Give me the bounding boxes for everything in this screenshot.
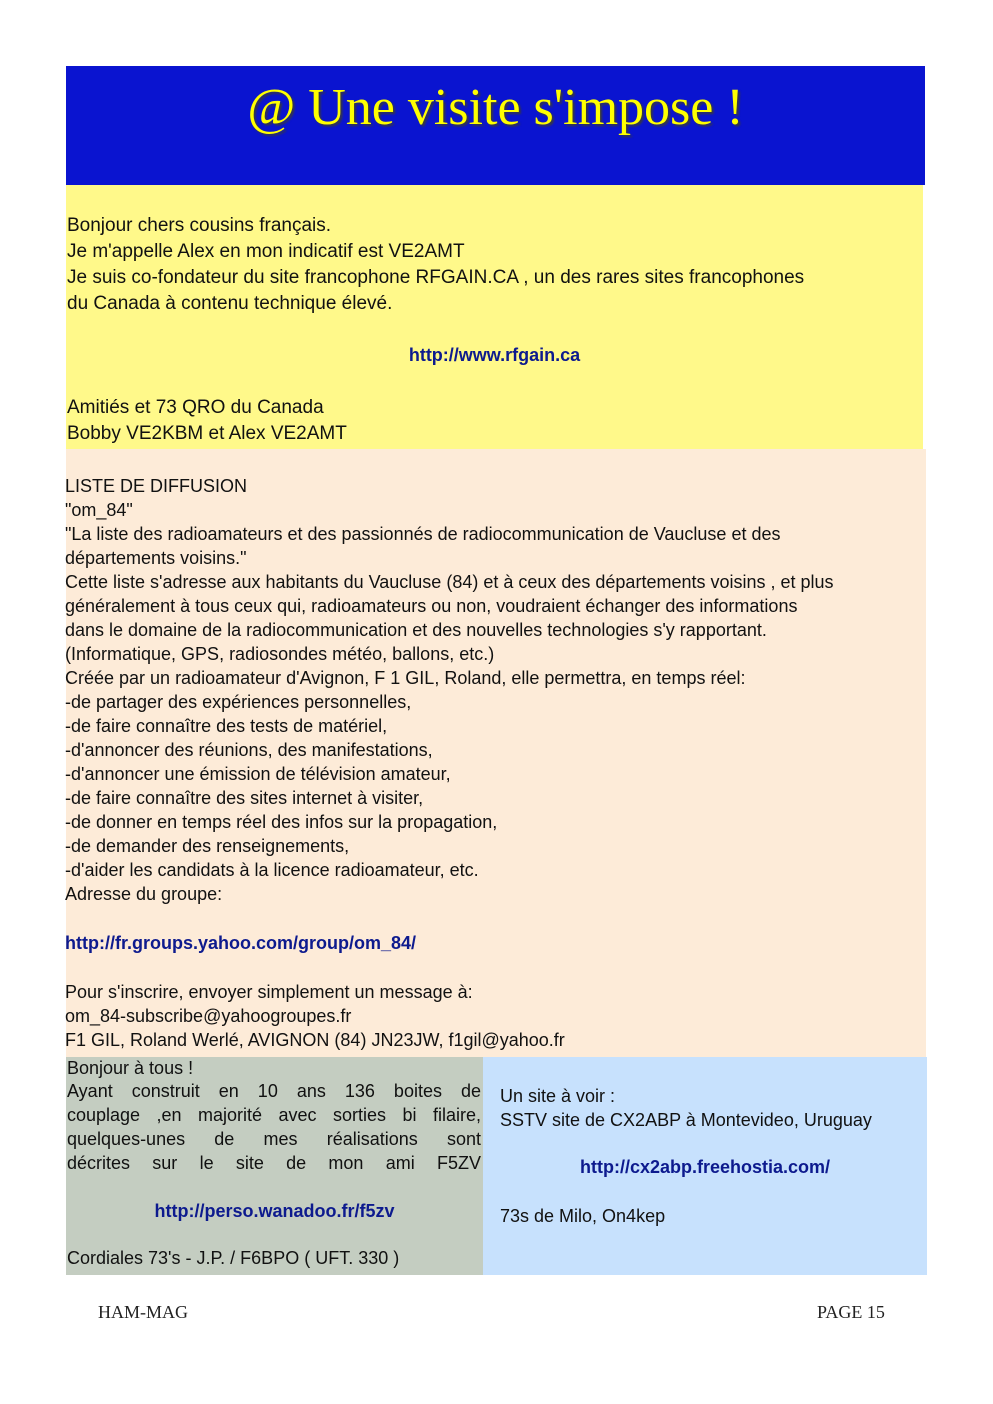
footer-page-number: PAGE 15	[817, 1302, 885, 1322]
mailing-list-line: -d'annoncer une émission de télévision amateur,	[65, 764, 451, 784]
yahoo-group-link[interactable]: http://fr.groups.yahoo.com/group/om_84/	[65, 933, 417, 953]
mailing-list-line: -de faire connaître des sites internet à visiter,	[65, 788, 424, 808]
mailing-list-line: -d'aider les candidats à la licence radioamateur, etc.	[65, 860, 479, 880]
contact-line: F1 GIL, Roland Werlé, AVIGNON (84) JN23JW, f1gil@yahoo.fr	[65, 1030, 565, 1050]
mailing-list-line: Créée par un radioamateur d'Avignon, F 1 GIL, Roland, elle permettra, en temps réel:	[65, 668, 746, 688]
subscribe-line: Pour s'inscrire, envoyer simplement un message à:	[65, 982, 473, 1002]
sstv-line-2: SSTV site de CX2ABP à Montevideo, Uruguay	[500, 1110, 872, 1130]
rfgain-line-3: Je suis co-fondateur du site francophone RFGAIN.CA , un des rares sites francophones	[67, 267, 805, 288]
f6bpo-signature: Cordiales 73's - J.P. / F6BPO ( UFT. 330 )	[67, 1248, 400, 1268]
sstv-signature: 73s de Milo, On4kep	[500, 1206, 666, 1226]
cx2abp-link[interactable]: http://cx2abp.freehostia.com/	[579, 1157, 831, 1177]
rfgain-link[interactable]: http://www.rfgain.ca	[408, 345, 581, 365]
mailing-list-line: -de demander des renseignements,	[65, 836, 350, 856]
mailing-list-line: "La liste des radioamateurs et des passionnés de radiocommunication de Vaucluse et des	[65, 524, 781, 544]
rfgain-closing-1: Amitiés et 73 QRO du Canada	[67, 397, 324, 418]
rfgain-line-2: Je m'appelle Alex en mon indicatif est VE2AMT	[67, 241, 465, 262]
mailing-list-line: LISTE DE DIFFUSION	[65, 476, 248, 496]
sstv-line-1: Un site à voir :	[500, 1086, 616, 1106]
mailing-list-line: généralement à tous ceux qui, radioamateurs ou non, voudraient échanger des informations	[65, 596, 798, 616]
f6bpo-greeting: Bonjour à tous !	[67, 1058, 194, 1078]
f6bpo-line: quelques-unes de mes réalisations sont	[67, 1129, 481, 1149]
mailing-list-line: -de donner en temps réel des infos sur la propagation,	[65, 812, 498, 832]
mailing-list-line: Cette liste s'adresse aux habitants du Vaucluse (84) et à ceux des départements voisins , et plus	[65, 572, 834, 592]
subscribe-text	[65, 980, 565, 1052]
f6bpo-line: couplage ,en majorité avec sorties bi filaire,	[67, 1105, 481, 1125]
subscribe-email: om_84-subscribe@yahoogroupes.fr	[65, 1006, 352, 1026]
title-banner	[66, 66, 925, 185]
f6bpo-line: Ayant construit en 10 ans 136 boites de	[67, 1081, 481, 1101]
f6bpo-line: décrites sur le site de mon ami F5ZV	[67, 1153, 481, 1173]
page-title: @ Une visite s'impose !	[247, 79, 744, 136]
mailing-list-line: départements voisins."	[65, 548, 247, 568]
mailing-list-line: "om_84"	[65, 500, 133, 520]
rfgain-closing-2: Bobby VE2KBM et Alex VE2AMT	[67, 423, 347, 444]
mailing-list-text	[65, 474, 834, 906]
mailing-list-line: -de partager des expériences personnelles,	[65, 692, 412, 712]
rfgain-line-4: du Canada à contenu technique élevé.	[67, 293, 393, 314]
mailing-list-line: -d'annoncer des réunions, des manifestations,	[65, 740, 433, 760]
rfgain-line-1: Bonjour chers cousins français.	[67, 215, 332, 236]
mailing-list-line: dans le domaine de la radiocommunication et des nouvelles technologies s'y rapportant.	[65, 620, 767, 640]
mailing-list-line: Adresse du groupe:	[65, 884, 223, 904]
footer-magazine-name: HAM-MAG	[98, 1302, 188, 1322]
f5zv-link[interactable]: http://perso.wanadoo.fr/f5zv	[154, 1201, 395, 1221]
f6bpo-body	[67, 1079, 481, 1175]
mailing-list-line: -de faire connaître des tests de matériel,	[65, 716, 388, 736]
mailing-list-line: (Informatique, GPS, radiosondes météo, ballons, etc.)	[65, 644, 495, 664]
